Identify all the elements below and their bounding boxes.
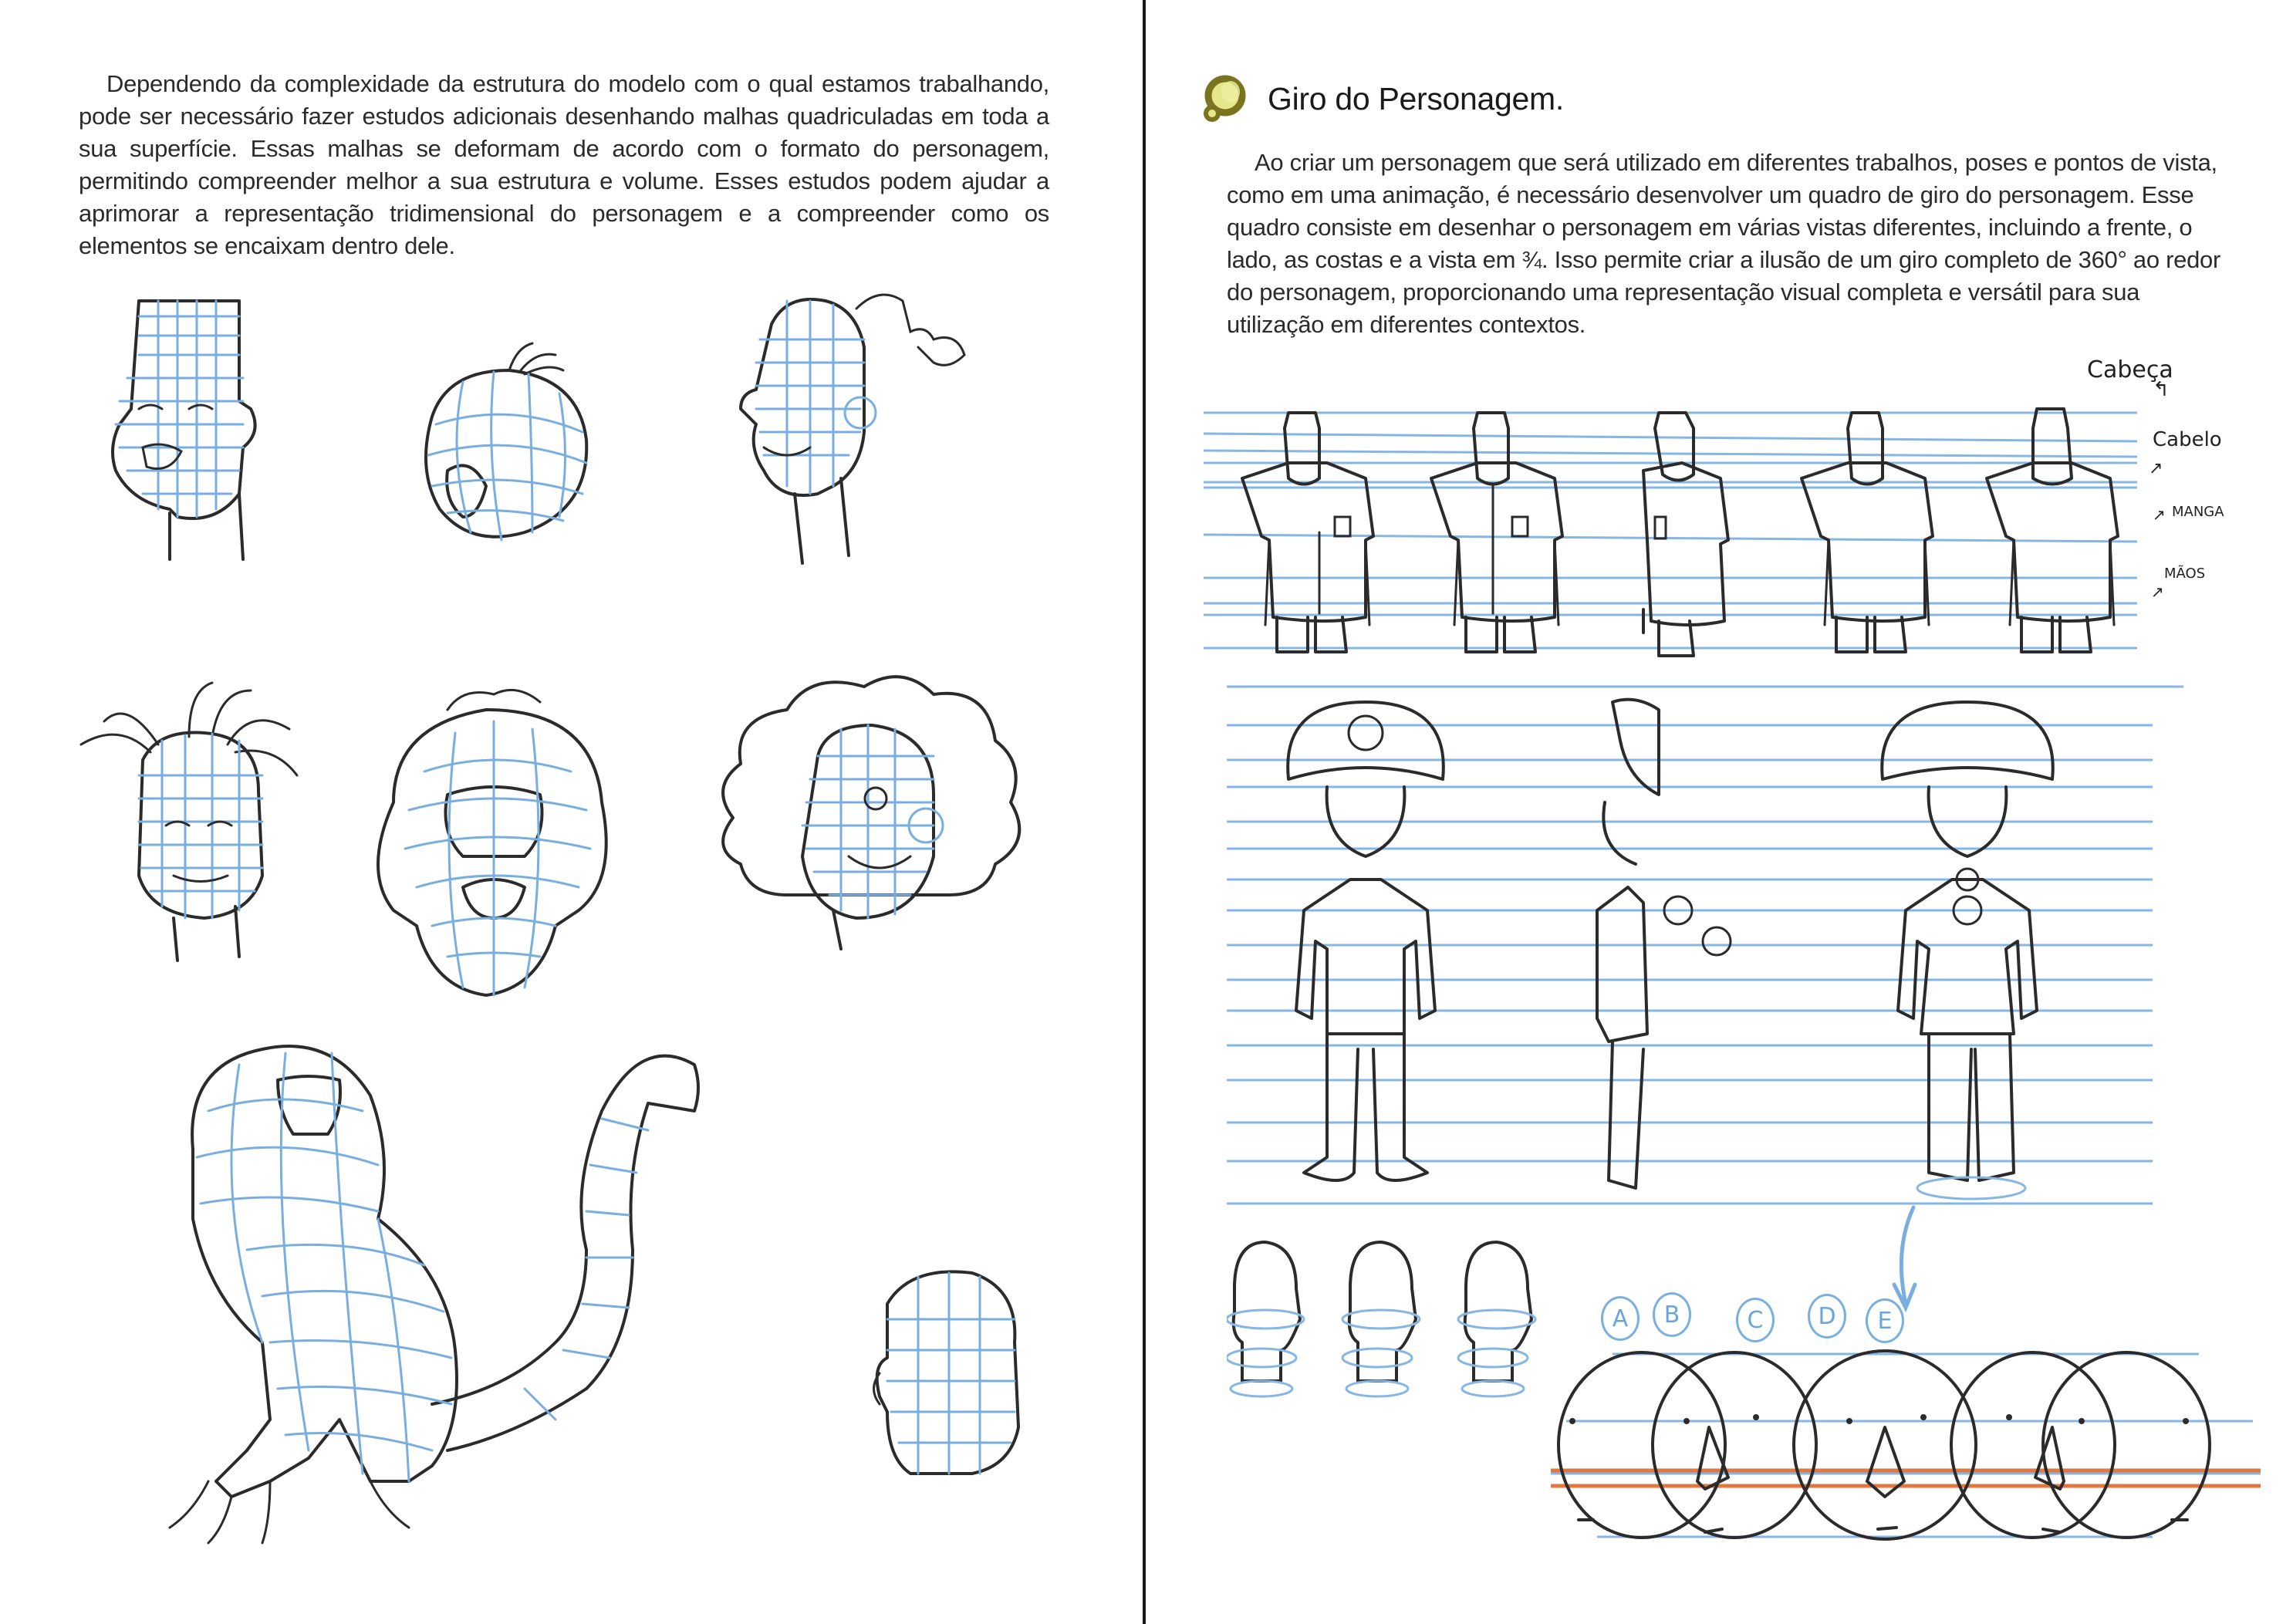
- arrow-hair-icon: ↗: [2149, 459, 2163, 478]
- head-label-d: D: [1808, 1294, 1846, 1339]
- arrow-hands-icon: ↗: [2151, 582, 2164, 601]
- bird-head-grid-study: [401, 339, 602, 571]
- section-title: Giro do Personagem.: [1268, 80, 1565, 116]
- head-turnaround-small: [1227, 1234, 1566, 1412]
- left-paragraph: [79, 68, 1049, 262]
- label-hands: MÃOS: [2164, 566, 2206, 582]
- left-page: [0, 0, 1143, 1624]
- turnaround-figures: [1242, 409, 2118, 656]
- ape-head-grid-study: [347, 679, 640, 1018]
- pirate-front: [1288, 702, 1444, 1180]
- simple-head-grid-study: [864, 1258, 1042, 1489]
- head-grid-study-profile: [725, 278, 988, 571]
- right-paragraph-text: Ao criar um personagem que será utilizado em diferentes trabalhos, poses e pontos de vista, como em uma animação, é necessário desenvolver um quadro de giro do personagem. Esse quadro consiste em desenhar o personagem em várias vistas diferentes, incluindo a frente, o lado, as costas e a vista em ¾. Isso permite criar a ilusão de um giro completo de 360° ao redor do personagem, proporcionando uma representação visual completa e versátil para sua utilização em diferentes contextos.: [1227, 149, 2220, 338]
- head-grid-study-1: [85, 293, 285, 563]
- character-turnaround-sheet: [1204, 401, 2176, 663]
- monkey-body-grid-study: [154, 1018, 934, 1558]
- guide-lines: [1204, 413, 2137, 648]
- head-label-b: B: [1653, 1292, 1691, 1337]
- pirate-character-turnaround: [1227, 679, 2183, 1250]
- head-label-e: E: [1866, 1298, 1904, 1343]
- left-paragraph-text: Dependendo da complexidade da estrutura do modelo com o qual estamos trabalhando, pode ser necessário fazer estudos adicionais desenhando malhas quadriculadas em toda a sua superfície. Essas malhas se deformam de acordo com o formato do personagem, permitindo compreender melhor a sua estrutura e volume. Esses estudos podem ajudar a aprimorar a representação tridimensional do personagem e a compreender como os elementos se encaixam dentro dele.: [79, 70, 1049, 259]
- lightbulb-icon: [1200, 73, 1248, 124]
- arrow-head-icon: ↰: [2153, 378, 2170, 401]
- arrow-sleeve-icon: ↗: [2153, 505, 2166, 524]
- curly-hair-head-grid-study: [702, 663, 1034, 957]
- right-paragraph: [1227, 147, 2230, 341]
- head-label-a: A: [1601, 1296, 1640, 1341]
- head-grid-study-dreadlocks: [73, 675, 328, 968]
- label-sleeve: MANGA: [2172, 504, 2224, 520]
- section-header: [1200, 73, 1564, 124]
- pirate-back: [1882, 702, 2053, 1199]
- head-label-c: C: [1736, 1298, 1775, 1342]
- label-hair: Cabelo: [2153, 428, 2222, 451]
- label-head: Cabeça: [2087, 356, 2173, 383]
- head-rotation-diagram: [1551, 1335, 2261, 1566]
- pirate-guide-lines: [1227, 687, 2183, 1204]
- pirate-side: [1597, 700, 1731, 1188]
